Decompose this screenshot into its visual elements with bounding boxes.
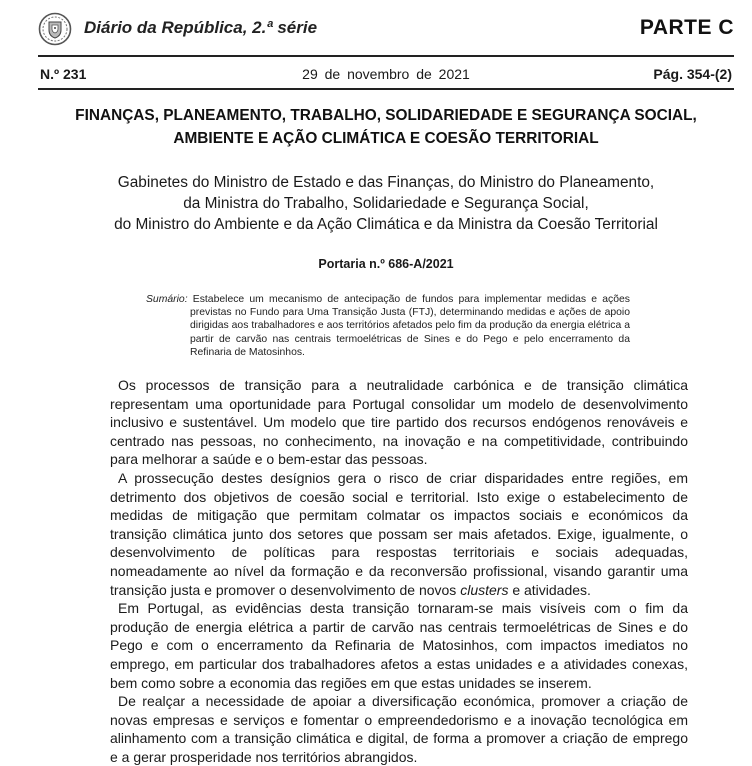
cabinets-line-2: da Ministra do Trabalho, Solidariedade e Segurança Social, — [183, 195, 589, 212]
paragraph-2-emphasis: clusters — [460, 581, 509, 598]
paragraph-2-end: e atividades. — [508, 581, 591, 598]
part-label: PARTE C — [639, 16, 734, 39]
body-text — [110, 376, 688, 766]
header-divider-top — [38, 55, 734, 57]
cabinets-line-3: do Ministro do Ambiente e da Ação Climática e da Ministra da Coesão Territorial — [114, 216, 658, 233]
issue-meta-row — [40, 66, 732, 84]
paragraph-3: Em Portugal, as evidências desta transição tornaram-se mais visíveis com o fim da produção de energia elétrica a partir de carvão nas centrais termoelétricas de Sines e do Pego e com o encerramento da Refinaria de Matosinhos, com impactos imediatos no emprego, em particular dos trabalhadores afetos a estas unidades e a atividades conexas, bem como sobre a economia das regiões em que estas unidades se inserem. — [110, 600, 688, 691]
ministries-line-1: FINANÇAS, PLANEAMENTO, TRABALHO, SOLIDARIEDADE E SEGURANÇA SOCIAL, — [75, 107, 697, 124]
page-header — [0, 0, 752, 52]
ministries-heading — [40, 104, 732, 150]
ministries-line-2: AMBIENTE E AÇÃO CLIMÁTICA E COESÃO TERRITORIAL — [173, 130, 599, 147]
issue-date: 29 de novembro de 2021 — [302, 66, 470, 82]
summary-label: Sumário: — [146, 294, 188, 305]
paragraph-4: De realçar a necessidade de apoiar a diversificação económica, promover a criação de novas empresas e serviços e fomentar o empreendedorismo e a inovação tecnológica em alinhamento com a transição climática e digital, de forma a promover a criação de emprego e a gerar prosperidade nos territórios abrangidos. — [110, 693, 688, 765]
portaria-title: Portaria n.º 686-A/2021 — [318, 257, 454, 271]
header-divider-bottom — [38, 88, 734, 90]
paragraph-2 — [110, 469, 688, 599]
paragraph-2-text: A prossecução destes desígnios gera o risco de criar disparidades entre regiões, em detrimento dos objetivos de coesão social e territorial. Isto exige o estabelecimento de medidas de mitigação que permitam colmatar os impactos sociais e económicos da transição climática junto dos setores que possam ser mais afetados. Exige, igualmente, o desenvolvimento de políticas para respostas territoriais e sociais adequadas, nomeadamente ao nível da formação e da reconversão profissional, visando garantir uma transição justa e promover o desenvolvimento de novos — [110, 469, 688, 598]
issue-number: N.º 231 — [40, 66, 87, 82]
portuguese-coat-of-arms-icon — [38, 12, 72, 46]
summary-block — [146, 293, 630, 359]
cabinets-heading — [40, 172, 732, 235]
journal-title: Diário da República, 2.ª série — [84, 18, 318, 37]
page-number: Pág. 354-(2) — [653, 66, 732, 82]
cabinets-line-1: Gabinetes do Ministro de Estado e das Finanças, do Ministro do Planeamento, — [117, 174, 655, 191]
summary-text: Estabelece um mecanismo de antecipação de fundos para implementar medidas e ações previstas no Fundo para Uma Transição Justa (FTJ), determinando medidas e ações de apoio dirigidas aos trabalhadores e aos territórios afetados pelo fim da produção da energia elétrica a partir de carvão nas centrais termoelétricas de Sines e do Pego e pelo encerramento da Refinaria de Matosinhos. — [190, 294, 630, 358]
paragraph-1: Os processos de transição para a neutralidade carbónica e de transição climática representam uma oportunidade para Portugal consolidar um modelo de desenvolvimento inclusivo e sustentável. Um modelo que tire partido dos recursos endógenos renováveis e centrado nas pessoas, no conhecimento, na inovação e na competitividade, contribuindo para melhorar a saúde e o bem-estar das pessoas. — [110, 377, 688, 468]
